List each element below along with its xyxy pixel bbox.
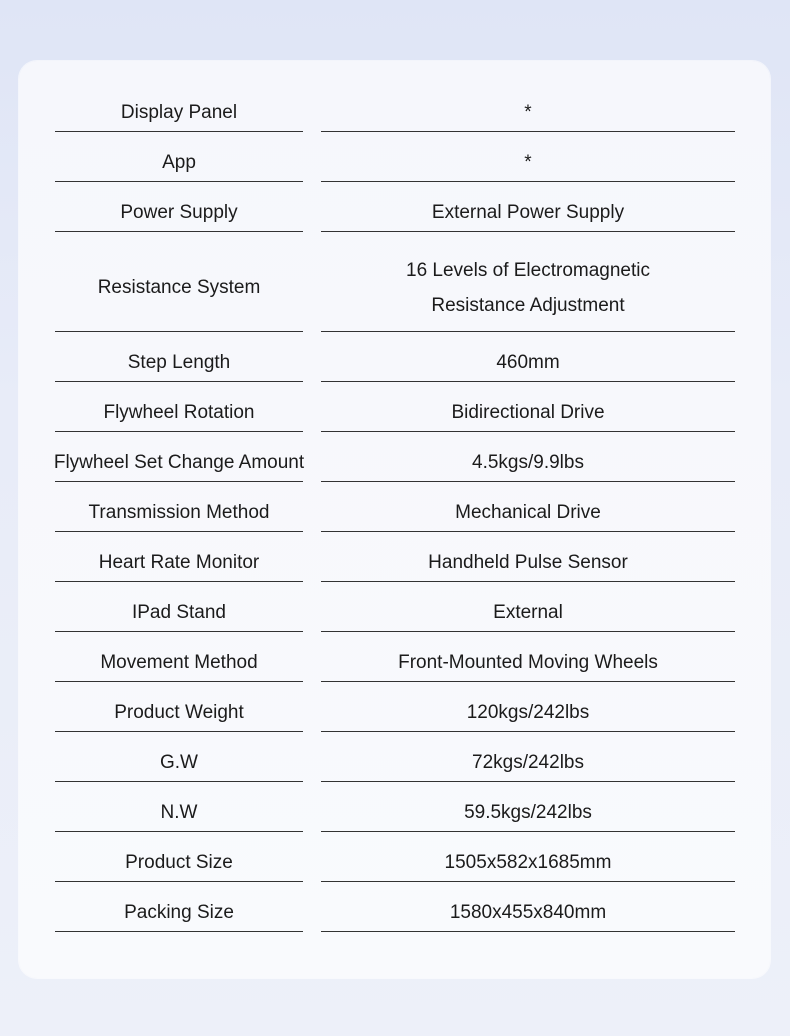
spec-label: Power Supply — [55, 194, 303, 232]
spec-label: Resistance System — [55, 244, 303, 332]
spec-value: * — [321, 144, 735, 182]
spec-value: 460mm — [321, 344, 735, 382]
spec-value: 72kgs/242lbs — [321, 744, 735, 782]
spec-row-step-length — [19, 344, 770, 382]
spec-label: Step Length — [55, 344, 303, 382]
spec-row-flywheel-set-change-amount — [19, 444, 770, 482]
spec-value: External Power Supply — [321, 194, 735, 232]
spec-label: Heart Rate Monitor — [55, 544, 303, 582]
spec-row-transmission-method — [19, 494, 770, 532]
spec-row-product-size — [19, 844, 770, 882]
spec-row-display-panel — [19, 94, 770, 132]
spec-label: G.W — [55, 744, 303, 782]
spec-card — [19, 61, 770, 978]
spec-label: Flywheel Set Change Amount — [55, 444, 303, 482]
spec-label: App — [55, 144, 303, 182]
spec-value: 59.5kgs/242lbs — [321, 794, 735, 832]
spec-value: Bidirectional Drive — [321, 394, 735, 432]
spec-label: Movement Method — [55, 644, 303, 682]
spec-row-app — [19, 144, 770, 182]
spec-row-heart-rate-monitor — [19, 544, 770, 582]
spec-value: Front-Mounted Moving Wheels — [321, 644, 735, 682]
spec-row-gross-weight — [19, 744, 770, 782]
spec-row-product-weight — [19, 694, 770, 732]
spec-label: Packing Size — [55, 894, 303, 932]
spec-row-net-weight — [19, 794, 770, 832]
spec-label: Transmission Method — [55, 494, 303, 532]
spec-label: Product Weight — [55, 694, 303, 732]
spec-label: N.W — [55, 794, 303, 832]
spec-value: 1580x455x840mm — [321, 894, 735, 932]
spec-value: Handheld Pulse Sensor — [321, 544, 735, 582]
spec-label: Product Size — [55, 844, 303, 882]
spec-value: 120kgs/242lbs — [321, 694, 735, 732]
spec-value: External — [321, 594, 735, 632]
spec-label: Flywheel Rotation — [55, 394, 303, 432]
spec-value: Mechanical Drive — [321, 494, 735, 532]
spec-row-packing-size — [19, 894, 770, 932]
spec-label: Display Panel — [55, 94, 303, 132]
spec-row-flywheel-rotation — [19, 394, 770, 432]
spec-value: 4.5kgs/9.9lbs — [321, 444, 735, 482]
spec-label: IPad Stand — [55, 594, 303, 632]
spec-value: 1505x582x1685mm — [321, 844, 735, 882]
spec-value: 16 Levels of Electromagnetic Resistance Adjustment — [321, 244, 735, 332]
spec-row-resistance-system — [19, 244, 770, 332]
spec-value: * — [321, 94, 735, 132]
spec-row-power-supply — [19, 194, 770, 232]
spec-row-ipad-stand — [19, 594, 770, 632]
spec-row-movement-method — [19, 644, 770, 682]
